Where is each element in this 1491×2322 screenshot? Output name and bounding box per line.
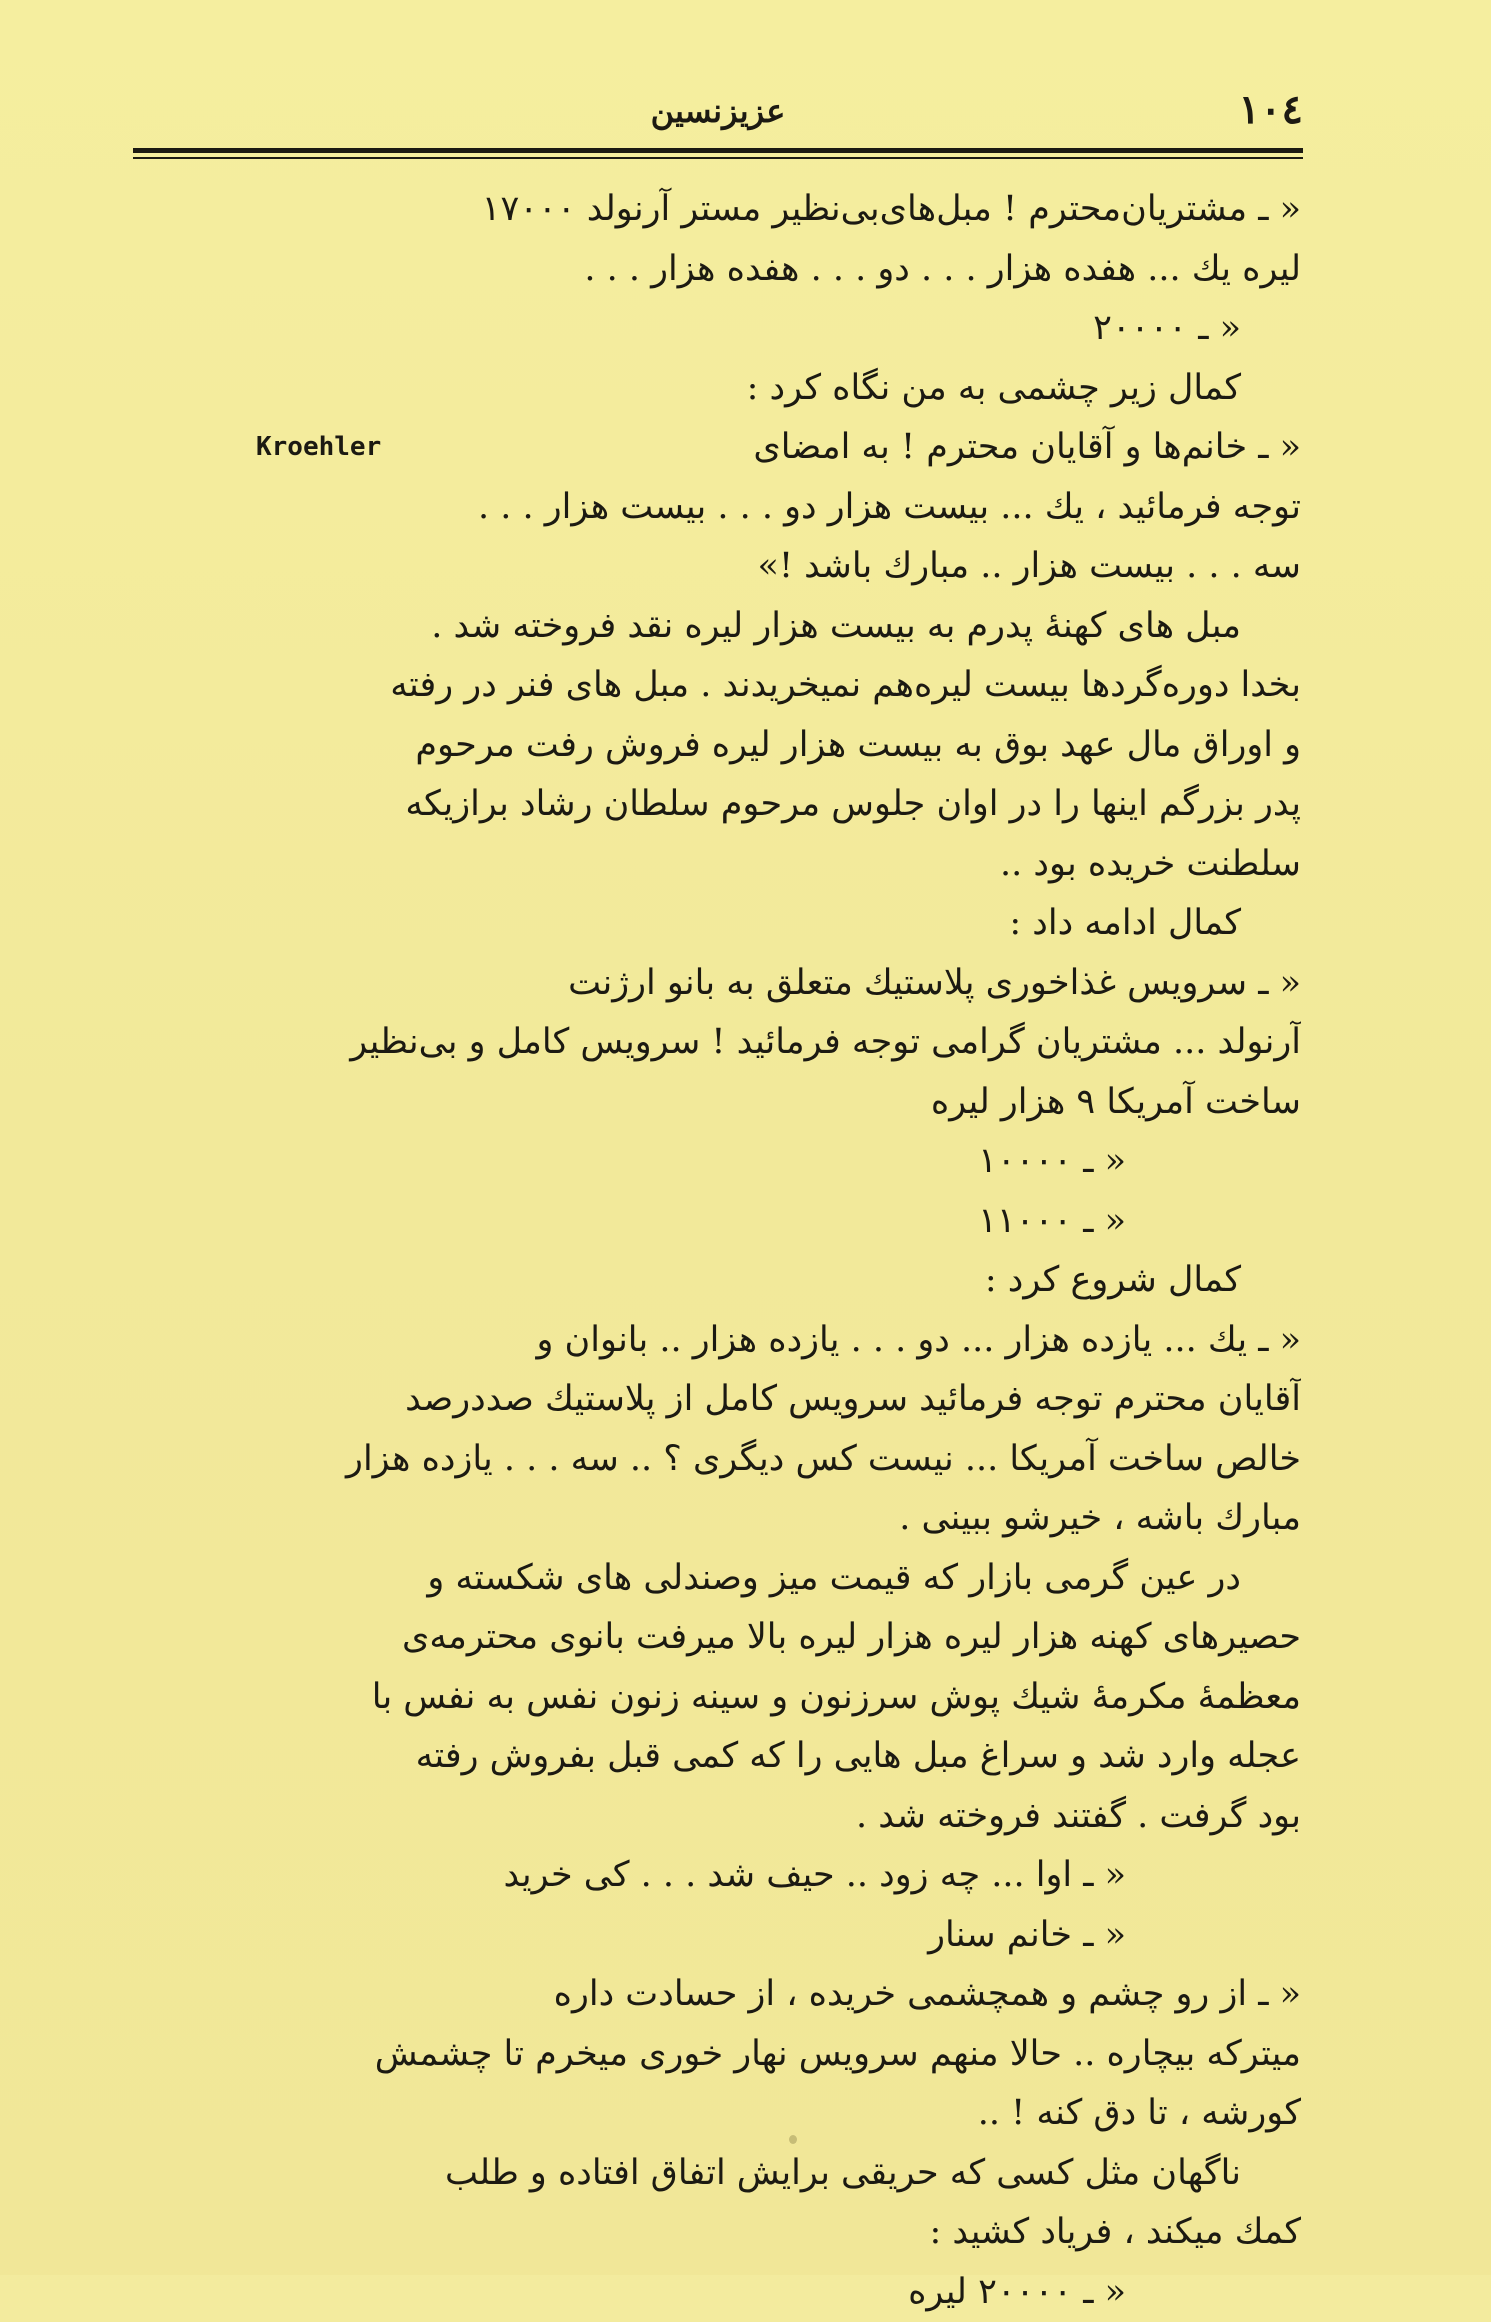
text-line: آقایان محترم توجه فرمائید سرویس کامل از پلاستیك صددرصد <box>128 1370 1301 1430</box>
text-line: پدر بزرگم اینها را در اوان جلوس مرحوم سلطان رشاد برازیکه <box>128 775 1301 835</box>
text-line: « ـ ۲۰۰۰۰ <box>128 299 1301 359</box>
text-line: « ـ یك ... یازده هزار ... دو . . . یازده هزار .. بانوان و <box>128 1311 1301 1371</box>
latin-signature: Kroehler <box>256 418 381 478</box>
text-line: معظمهٔ مکرمهٔ شیك پوش سرزنون و سینه زنون نفس به نفس با <box>128 1668 1301 1728</box>
running-title: عزیزنسین <box>133 92 1303 130</box>
text-line: « ـ ۱۱۰۰۰ <box>128 1192 1301 1252</box>
text-line: میترکه بیچاره .. حالا منهم سرویس نهار خوری میخرم تا چشمش <box>128 2025 1301 2085</box>
text-line: « ـ از رو چشم و همچشمی خریده ، از حسادت داره <box>128 1965 1301 2025</box>
header-rule-thin <box>133 157 1303 159</box>
text-line: « ـ ۲۰۰۰۰ لیره <box>128 2263 1301 2322</box>
text-line: در عین گرمی بازار که قیمت میز وصندلی های شکسته و <box>128 1549 1301 1609</box>
text-line: « ـ اوا ... چه زود .. حیف شد . . . کی خرید <box>128 1846 1301 1906</box>
text-line: توجه فرمائید ، یك ... بیست هزار دو . . . بیست هزار . . . <box>128 478 1301 538</box>
text-line: کمال زیر چشمی به من نگاه کرد : <box>128 359 1301 419</box>
text-line: لیره یك ... هفده هزار . . . دو . . . هفده هزار . . . <box>128 240 1301 300</box>
text-line: « ـ سرویس غذاخوری پلاستیك متعلق به بانو ارژنت <box>128 954 1301 1014</box>
text-line: ساخت آمریکا ۹ هزار لیره <box>128 1073 1301 1133</box>
text-line: « ـ ۱۰۰۰۰ <box>128 1132 1301 1192</box>
paper-speck <box>789 2135 797 2144</box>
text-line: مبارك باشه ، خیرشو ببینی . <box>128 1489 1301 1549</box>
text-line: خالص ساخت آمریکا ... نیست کس دیگری ؟ .. سه . . . یازده هزار <box>128 1430 1301 1490</box>
text-line: کمال ادامه داد : <box>128 894 1301 954</box>
text-line: بخدا دوره‌گردها بیست لیره‌هم نمیخریدند . مبل های فنر در رفته <box>128 656 1301 716</box>
header-rule-thick <box>133 148 1303 153</box>
text-line: « ـ خانم سنار <box>128 1906 1301 1966</box>
text-line: و اوراق مال عهد بوق به بیست هزار لیره فروش رفت مرحوم <box>128 716 1301 776</box>
text-line: « ـ مشتریان‌محترم ! مبل‌های‌بی‌نظیر مستر آرنولد ۱۷۰۰۰ <box>128 180 1301 240</box>
text-line: کورشه ، تا دق کنه ! .. <box>128 2084 1301 2144</box>
text-line <box>128 418 1301 478</box>
page-number: ١٠٤ <box>1239 86 1303 133</box>
text-line: سلطنت خریده بود .. <box>128 835 1301 895</box>
text-line: عجله وارد شد و سراغ مبل هایی را که کمی قبل بفروش رفته <box>128 1727 1301 1787</box>
text-line: کمال شروع کرد : <box>128 1251 1301 1311</box>
text-line: ناگهان مثل کسی که حریقی برایش اتفاق افتاده و طلب <box>128 2144 1301 2204</box>
text-line: حصیرهای کهنه هزار لیره هزار لیره بالا میرفت بانوی محترمه‌ی <box>128 1608 1301 1668</box>
text-line: مبل های کهنهٔ پدرم به بیست هزار لیره نقد فروخته شد . <box>128 597 1301 657</box>
text-line: آرنولد ... مشتریان گرامی توجه فرمائید ! سرویس کامل و بی‌نظیر <box>128 1013 1301 1073</box>
page-header <box>133 86 1303 152</box>
text-line-part: « ـ خانم‌ها و آقایان محترم ! به امضای <box>753 418 1301 478</box>
text-line: سه . . . بیست هزار .. مبارك باشد !» <box>128 537 1301 597</box>
body-text <box>128 180 1301 2322</box>
text-line: کمك میکند ، فریاد کشید : <box>128 2203 1301 2263</box>
text-line: بود گرفت . گفتند فروخته شد . <box>128 1787 1301 1847</box>
